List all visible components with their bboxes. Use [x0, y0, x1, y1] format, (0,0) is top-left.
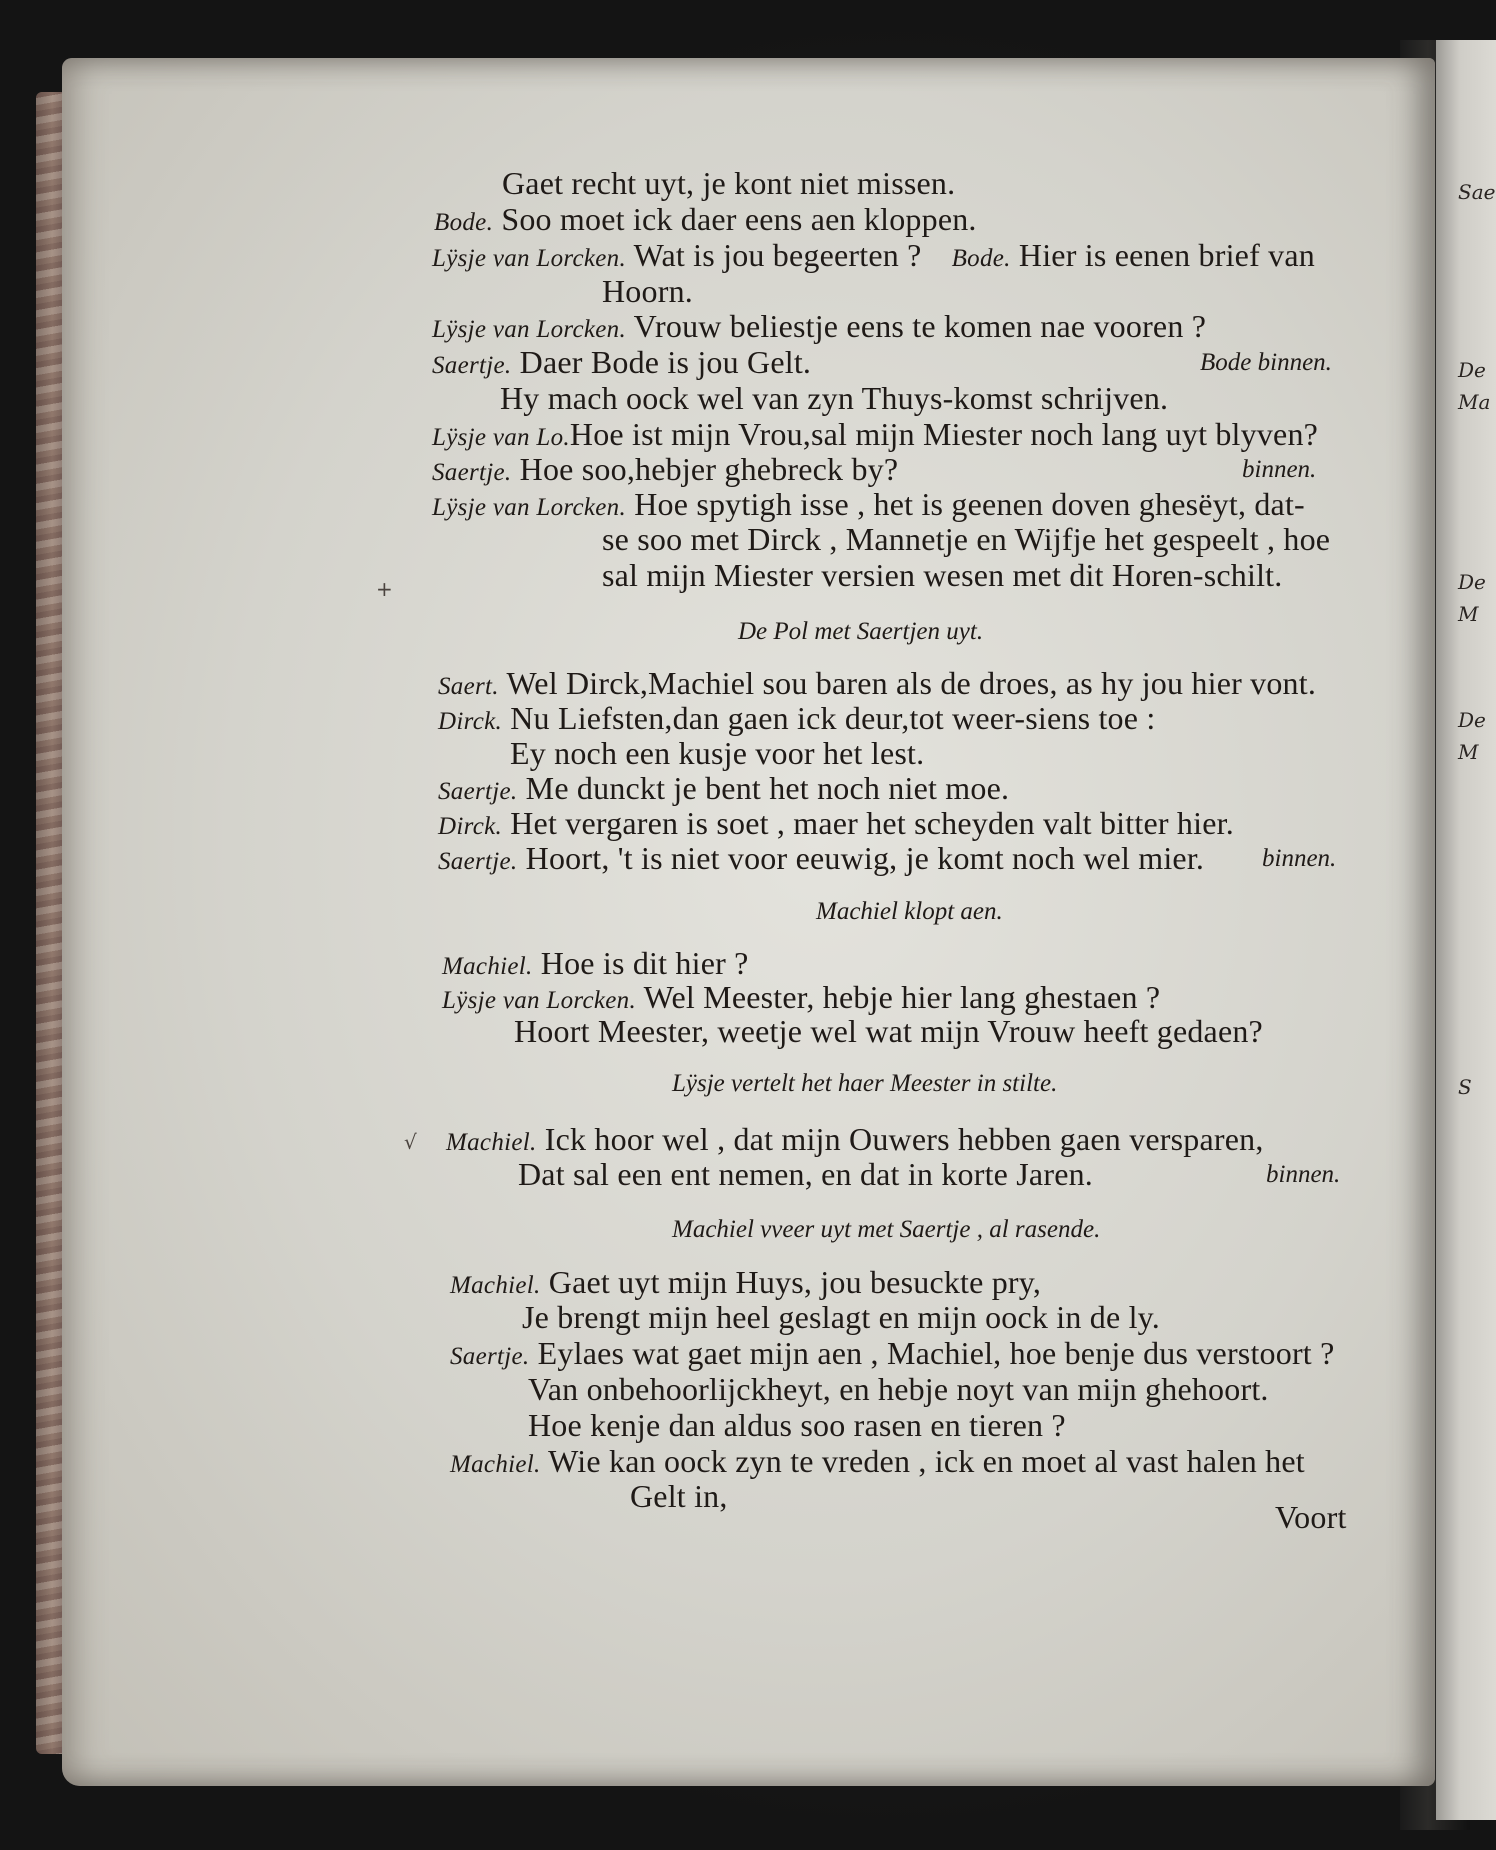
facing-page-fragment: Sae — [1458, 180, 1496, 204]
text-line: Hoe kenje dan aldus soo rasen en tieren ? — [528, 1407, 1066, 1443]
speaker: Saertje. — [432, 459, 512, 486]
text-line: se soo met Dirck , Mannetje en Wijfje het gespeelt , hoe — [602, 521, 1331, 557]
text-line: Machiel. Gaet uyt mijn Huys, jou besuckte pry, — [450, 1264, 1042, 1300]
text-line: Lÿsje van Lorcken. Wat is jou begeerten ? Bode. Hier is eenen brief van — [432, 237, 1315, 273]
speaker: Machiel. — [450, 1272, 541, 1299]
speaker: Saertje. — [432, 352, 512, 379]
stage-direction: binnen. — [1262, 845, 1337, 872]
text-line: Saertje. Daer Bode is jou Gelt. — [432, 344, 812, 380]
text-line: Hoort Meester, weetje wel wat mijn Vrouw heeft gedaen? — [514, 1013, 1263, 1049]
stage-heading: Lÿsje vertelt het haer Meester in stilte. — [672, 1070, 1058, 1097]
speaker: Machiel. — [442, 953, 533, 980]
speaker: Lÿsje van Lorcken. — [432, 245, 627, 272]
text-line: Hoorn. — [602, 273, 693, 309]
text-line: Lÿsje van Lorcken. Wel Meester, hebje hier lang ghestaen ? — [442, 979, 1161, 1015]
text-line: Lÿsje van Lo.Hoe ist mijn Vrou,sal mijn Miester noch lang uyt blyven? — [432, 416, 1319, 452]
text-line: Machiel. Ick hoor wel , dat mijn Ouwers hebben gaen versparen, — [446, 1121, 1264, 1157]
facing-page-fragment: De — [1458, 570, 1486, 594]
speaker: Dirck. — [438, 708, 503, 735]
stage-heading: De Pol met Saertjen uyt. — [738, 618, 984, 645]
stage-direction: binnen. — [1266, 1161, 1341, 1188]
text-line: Saertje. Me dunckt je bent het noch niet moe. — [438, 770, 1010, 806]
text-line: Bode. Soo moet ick daer eens aen kloppen. — [434, 201, 977, 237]
text-line: sal mijn Miester versien wesen met dit Horen-schilt. — [602, 557, 1283, 593]
text-line: Gaet recht uyt, je kont niet missen. — [502, 165, 956, 201]
stage-direction: binnen. — [1242, 456, 1317, 483]
facing-page-fragment: Ma — [1458, 390, 1491, 414]
speaker: Machiel. — [446, 1129, 537, 1156]
stage-heading: Machiel vveer uyt met Saertje , al rasende. — [672, 1216, 1101, 1243]
text-line: Lÿsje van Lorcken. Hoe spytigh isse , het is geenen doven ghesëyt, dat- — [432, 486, 1305, 522]
speaker: Saertje. — [438, 778, 518, 805]
speaker: Lÿsje van Lo. — [432, 424, 570, 451]
text-line: Saertje. Hoe soo,hebjer ghebreck by? — [432, 451, 899, 487]
stage-heading: Machiel klopt aen. — [816, 898, 1003, 925]
facing-page — [1436, 40, 1496, 1820]
text-line: Gelt in, — [630, 1478, 728, 1514]
speaker: Bode. — [434, 209, 494, 236]
speaker: Lÿsje van Lorcken. — [432, 316, 627, 343]
text-line: Dirck. Het vergaren is soet , maer het scheyden valt bitter hier. — [438, 805, 1234, 841]
facing-page-fragment: M — [1458, 602, 1479, 626]
text-line: Saert. Wel Dirck,Machiel sou baren als de droes, as hy jou hier vont. — [438, 665, 1317, 701]
facing-page-fragment: De — [1458, 358, 1486, 382]
text-line: Van onbehoorlijckheyt, en hebje noyt van mijn ghehoort. — [528, 1371, 1269, 1407]
text-line: Hy mach oock wel van zyn Thuys-komst schrijven. — [500, 380, 1169, 416]
speaker: Machiel. — [450, 1451, 541, 1478]
stage-direction: Bode binnen. — [1200, 349, 1332, 376]
text-line: Ey noch een kusje voor het lest. — [510, 735, 925, 771]
speaker: Saertje. — [450, 1343, 530, 1370]
speaker: Bode. — [951, 245, 1011, 272]
speaker: Saertje. — [438, 848, 518, 875]
margin-mark: √ — [404, 1130, 417, 1154]
text-line: Saertje. Hoort, 't is niet voor eeuwig, je komt noch wel mier. — [438, 840, 1205, 876]
text-line: Dirck. Nu Liefsten,dan gaen ick deur,tot weer-siens toe : — [438, 700, 1156, 736]
speaker: Lÿsje van Lorcken. — [442, 987, 637, 1014]
speaker: Lÿsje van Lorcken. — [432, 494, 627, 521]
text-line: Saertje. Eylaes wat gaet mijn aen , Machiel, hoe benje dus verstoort ? — [450, 1335, 1335, 1371]
facing-page-fragment: M — [1458, 740, 1479, 764]
speaker: Dirck. — [438, 813, 503, 840]
catchword: Voort — [1275, 1499, 1347, 1535]
facing-page-fragment: S — [1458, 1075, 1472, 1099]
speaker: Saert. — [438, 673, 499, 700]
text-line: Je brengt mijn heel geslagt en mijn oock in de ly. — [522, 1299, 1160, 1335]
text-line: Machiel. Hoe is dit hier ? — [442, 945, 749, 981]
text-line: Lÿsje van Lorcken. Vrouw beliestje eens te komen nae vooren ? — [432, 308, 1207, 344]
text-line: Machiel. Wie kan oock zyn te vreden , ick en moet al vast halen het — [450, 1443, 1305, 1479]
text-line: Dat sal een ent nemen, en dat in korte Jaren. — [518, 1156, 1093, 1192]
margin-mark: + — [376, 577, 393, 601]
facing-page-fragment: De — [1458, 708, 1486, 732]
